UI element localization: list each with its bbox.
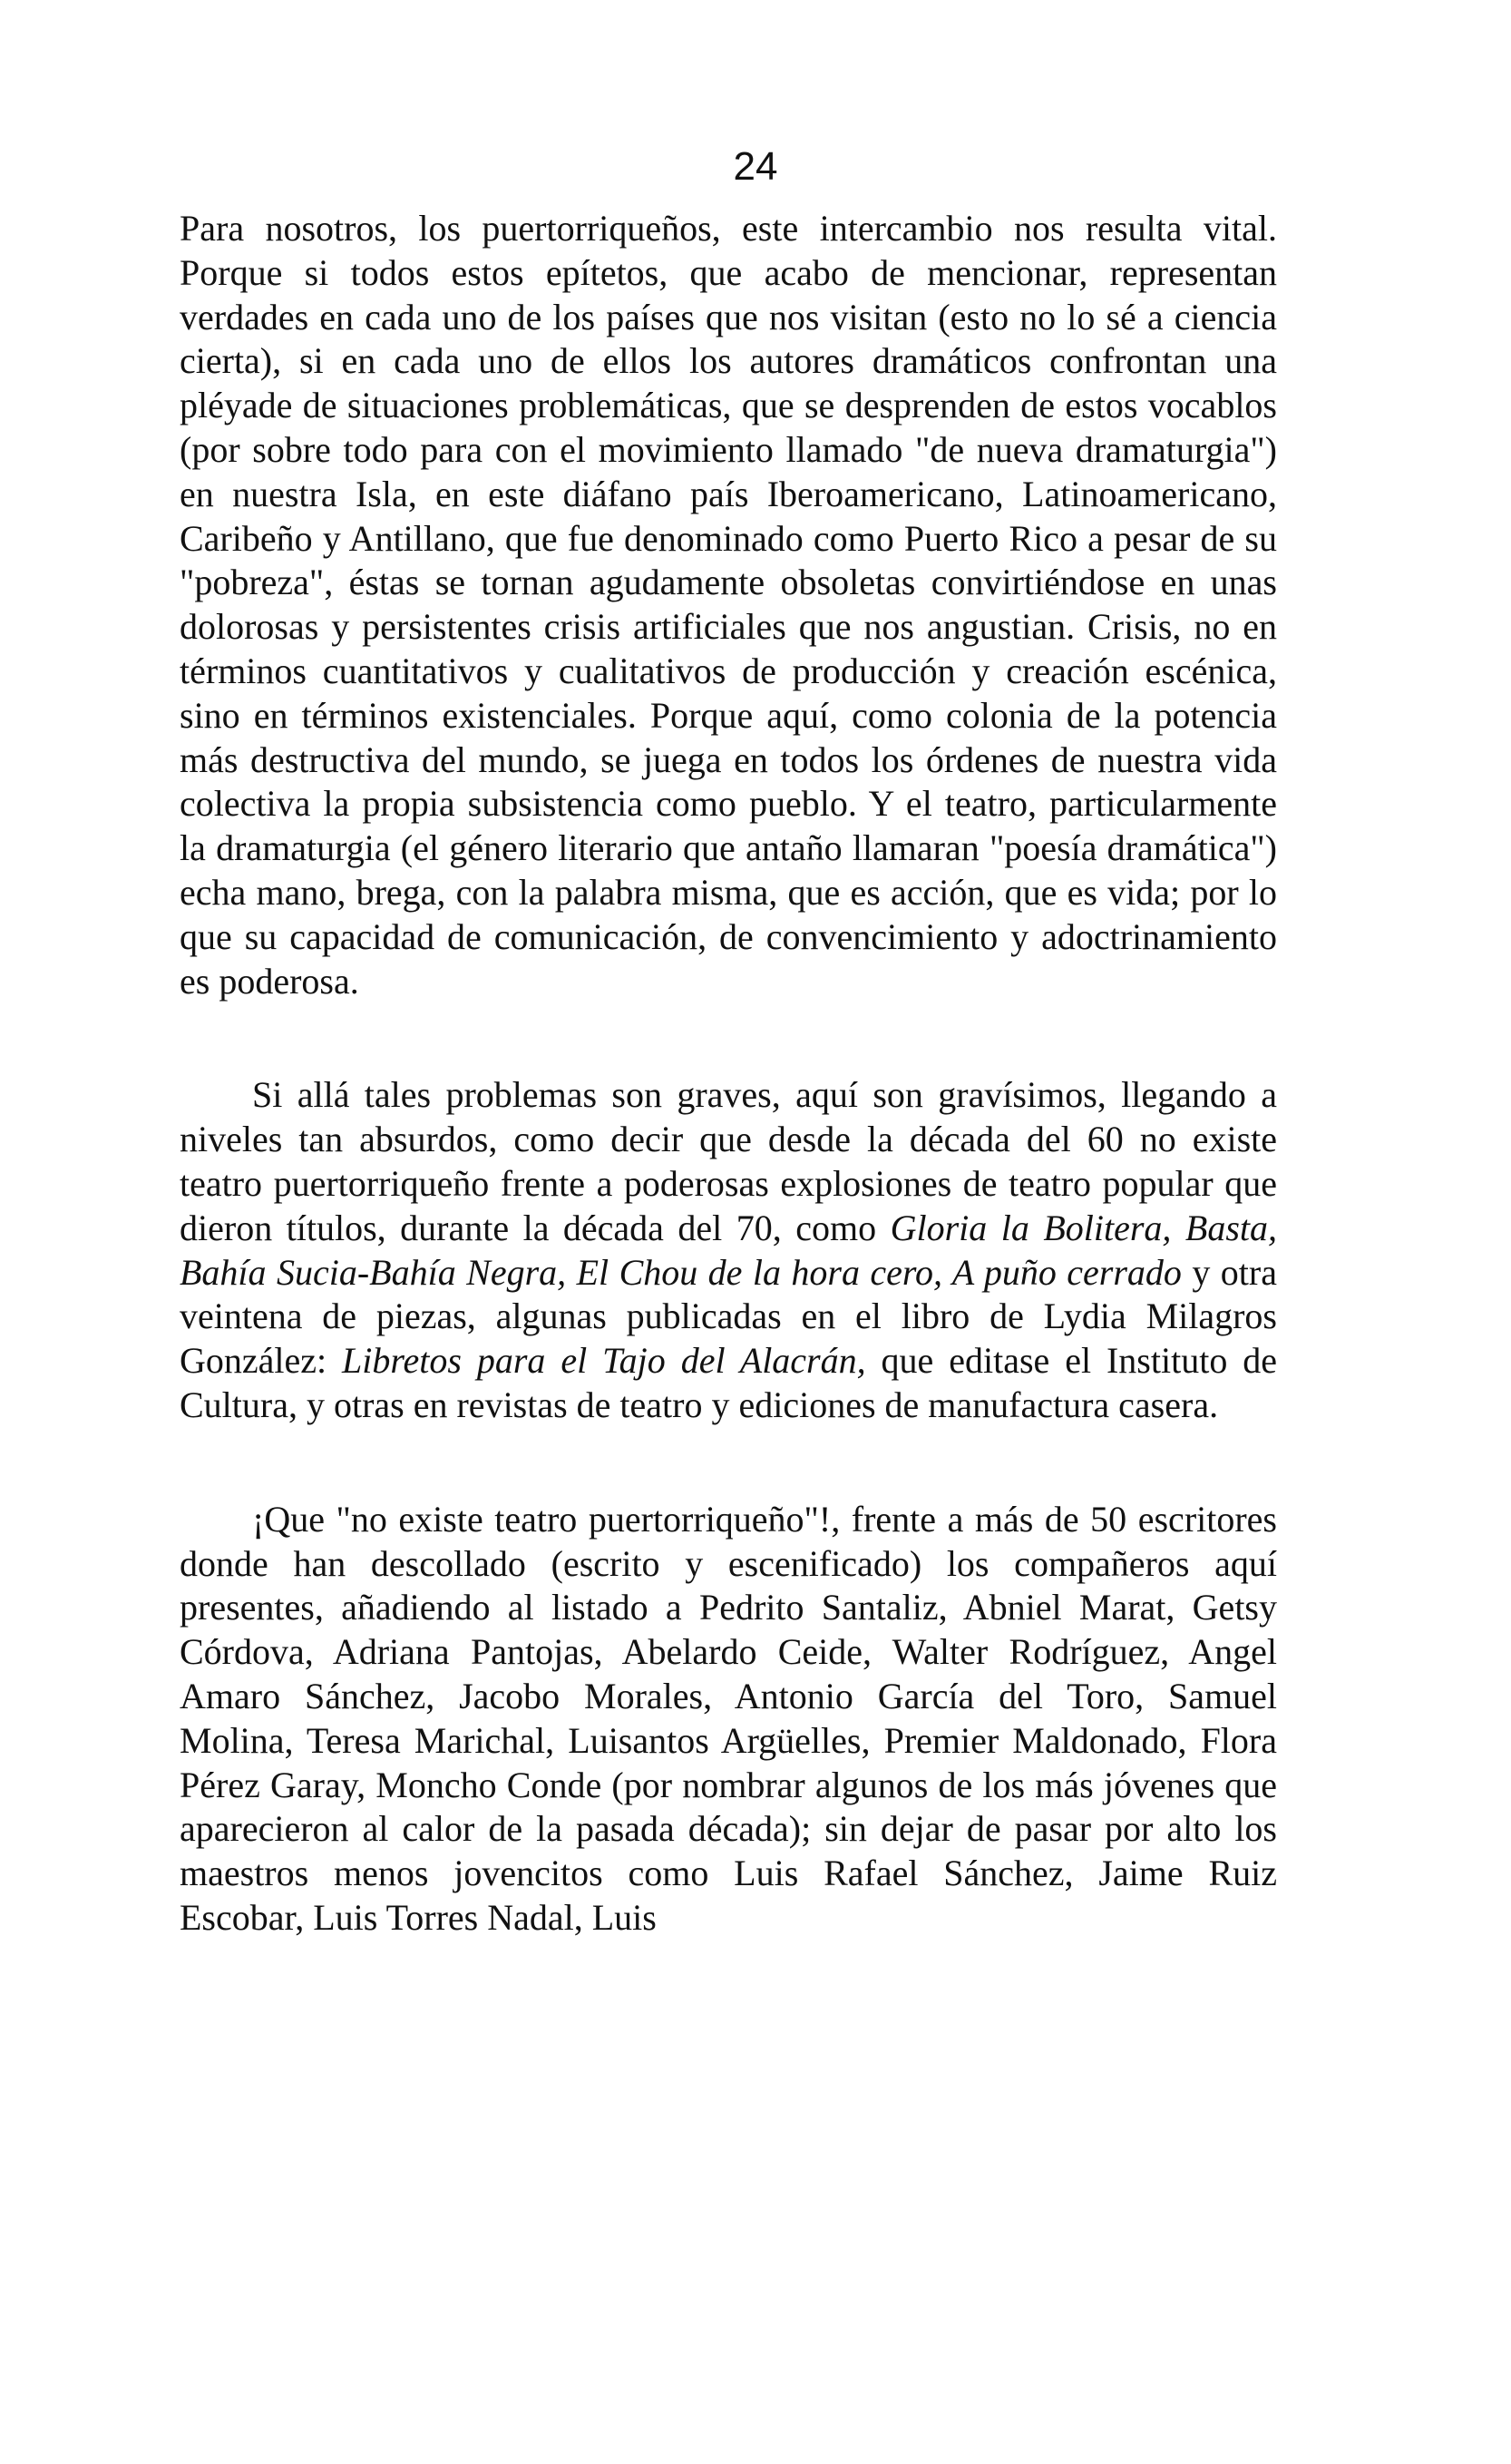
paragraph-2 bbox=[180, 1073, 1277, 1427]
play-titles: Gloria la Bolitera, Basta, Bahía Sucia-Bahía Negra, El Chou de la hora cero, A puño cerrado bbox=[180, 1207, 1278, 1293]
paragraph-3 bbox=[180, 1498, 1277, 1941]
paragraph-1 bbox=[180, 207, 1277, 1003]
body-text bbox=[180, 207, 1277, 1941]
page-number: 24 bbox=[733, 144, 778, 189]
paragraph-2-text-b: y otra veintena de piezas, algunas publicadas en el libro de Lydia Milagros González: bbox=[180, 1251, 1277, 1382]
paragraph-3-text: ¡Que "no existe teatro puertorriqueño"!, frente a más de 50 escritores donde han descollado (escrito y escenificado) los compañeros aquí presentes, añadiendo al listado a Pedrito Santaliz, Abniel Marat, Getsy Córdova, Adriana Pantojas, Abelardo Ceide, Walter Rodríguez, Angel Amaro Sánchez, Jacobo Morales, Antonio García del Toro, Samuel Molina, Teresa Marichal, Luisantos Argüelles, Premier Maldonado, Flora Pérez Garay, Moncho Conde (por nombrar algunos de los más jóvenes que aparecieron al calor de la pasada década); sin dejar de pasar por alto los maestros menos jovencitos como Luis Rafael Sánchez, Jaime Ruiz Escobar, Luis Torres Nadal, Luis bbox=[180, 1498, 1277, 1938]
book-title: Libretos para el Tajo del Alacrán, bbox=[342, 1340, 866, 1382]
paragraph-2-text-c: que editase el Instituto de Cultura, y otras en revistas de teatro y ediciones de manufactura casera. bbox=[180, 1340, 1277, 1425]
paragraph-2-text-a: Si allá tales problemas son graves, aquí son gravísimos, llegando a niveles tan absurdos, como decir que desde la década del 60 no existe teatro puertorriqueño frente a poderosas explosiones de teatro popular que dieron títulos, durante la década del 70, como bbox=[180, 1074, 1277, 1248]
paragraph-1-text: Para nosotros, los puertorriqueños, este intercambio nos resulta vital. Porque si todos estos epítetos, que acabo de mencionar, representan verdades en cada uno de los países que nos visitan (esto no lo sé a ciencia cierta), si en cada uno de ellos los autores dramáticos confrontan una pléyade de situaciones problemáticas, que se desprenden de estos vocablos (por sobre todo para con el movimiento llamado "de nueva dramaturgia") en nuestra Isla, en este diáfano país Iberoamericano, Latinoamericano, Caribeño y Antillano, que fue denominado como Puerto Rico a pesar de su "pobreza", éstas se tornan agudamente obsoletas convirtiéndose en unas dolorosas y persistentes crisis artificiales que nos angustian. Crisis, no en términos cuantitativos y cualitativos de producción y creación escénica, sino en términos existenciales. Porque aquí, como colonia de la potencia más destructiva del mundo, se juega en todos los órdenes de nuestra vida colectiva la propia subsistencia como pueblo. Y el teatro, particularmente la dramaturgia (el género literario que antaño llamaran "poesía dramática") echa mano, brega, con la palabra misma, que es acción, que es vida; por lo que su capacidad de comunicación, de convencimiento y adoctrinamiento es poderosa. bbox=[180, 208, 1277, 1002]
